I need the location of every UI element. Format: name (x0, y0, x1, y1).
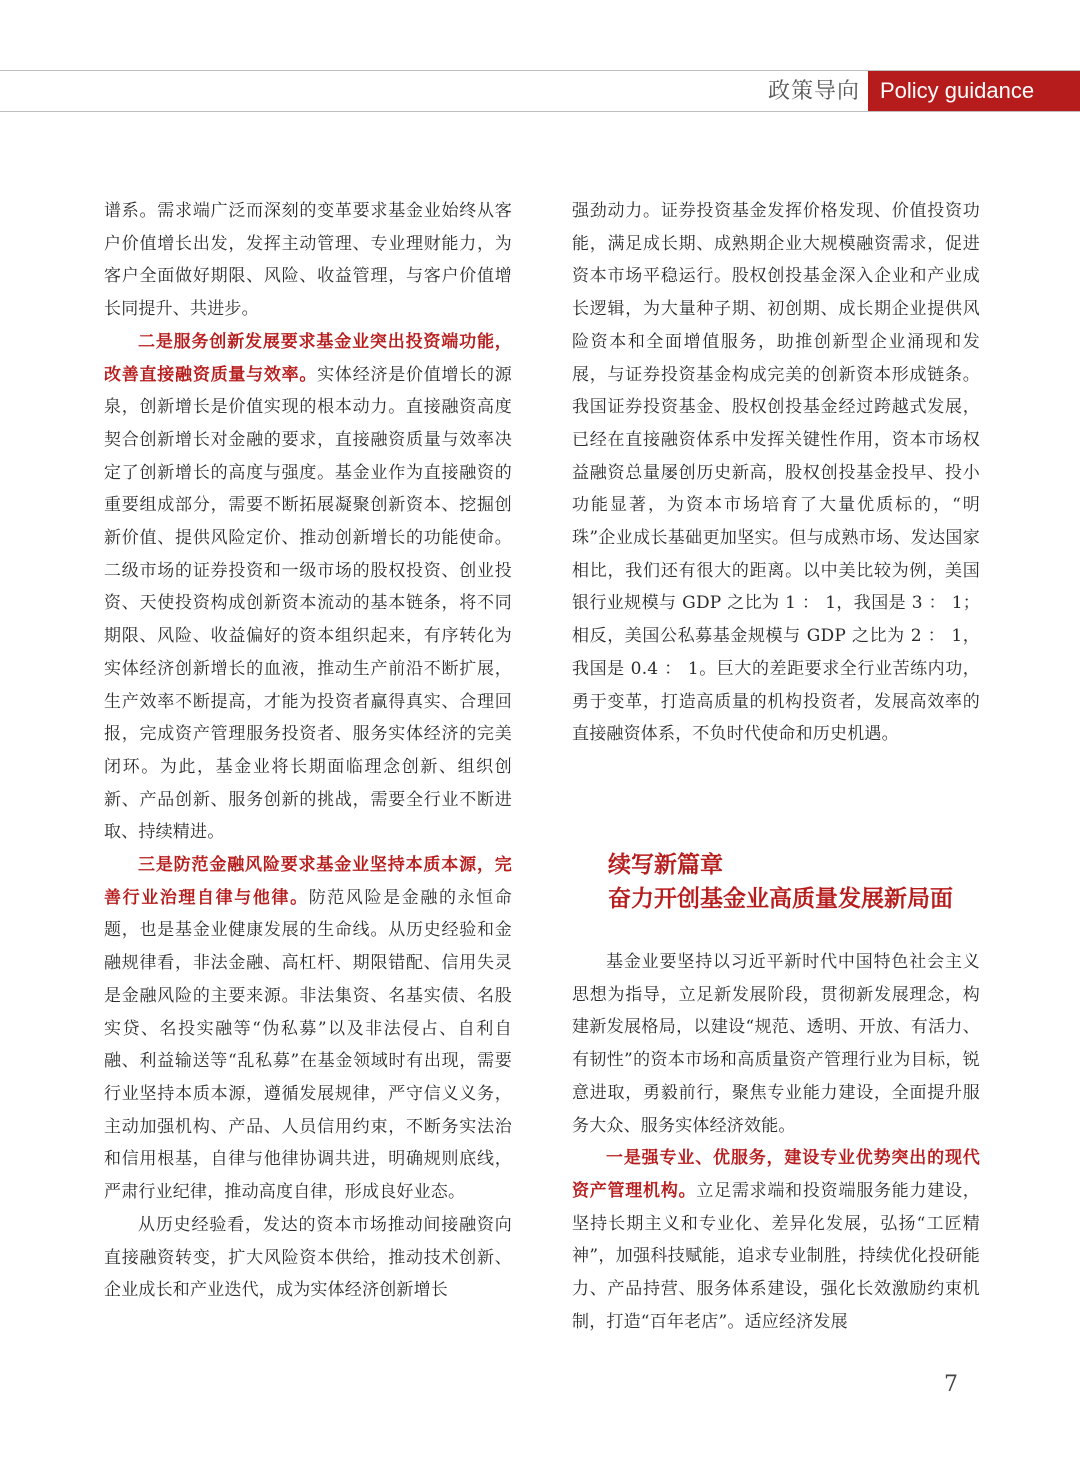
left-paragraph-3-body: 防范风险是金融的永恒命题，也是基金业健康发展的生命线。从历史经验和金融规律看，非法金融、高杠杆、期限错配、信用失灵是金融风险的主要来源。非法集资、名基实债、名股实贷、名投实融等“伪私募”以及非法侵占、自利自融、利益输送等“乱私募”在基金领域时有出现，需要行业坚持本质本源，遵循发展规律，严守信义义务，主动加强机构、产品、人员信用约束，不断务实法治和信用根基，自律与他律协调共进，明确规则底线，严肃行业纪律，推动高度自律，形成良好业态。 (104, 887, 512, 1203)
right-paragraph-3 (572, 1142, 980, 1338)
section-title-cn: 政策导向 (767, 79, 860, 104)
page-number: 7 (944, 1372, 958, 1397)
section-heading (608, 848, 1008, 916)
right-column-top (572, 195, 980, 751)
left-paragraph-2-heading: 二是服务创新发展要求基金业突出投资端功能，改善直接融资质量与效率。 (104, 331, 512, 385)
left-paragraph-4: 从历史经验看，发达的资本市场推动间接融资向直接融资转变，扩大风险资本供给，推动技术创新、企业成长和产业迭代，成为实体经济创新增长 (104, 1214, 512, 1301)
section-heading-line-2: 奋力开创基金业高质量发展新局面 (608, 886, 953, 912)
section-heading-line-1: 续写新篇章 (608, 852, 723, 878)
section-title-en: Policy guidance (868, 71, 1080, 111)
right-paragraph-1: 强劲动力。证券投资基金发挥价格发现、价值投资功能，满足成长期、成熟期企业大规模融资需求，促进资本市场平稳运行。股权创投基金深入企业和产业成长逻辑，为大量种子期、初创期、成长期企业提供风险资本和全面增值服务，助推创新型企业涌现和发展，与证券投资基金构成完美的创新资本形成链条。我国证券投资基金、股权创投基金经过跨越式发展，已经在直接融资体系中发挥关键性作用，资本市场权益融资总量屡创历史新高，股权创投基金投早、投小功能显著，为资本市场培育了大量优质标的，“明珠”企业成长基础更加坚实。但与成熟市场、发达国家相比，我们还有很大的距离。以中美比较为例，美国银行业规模与 GDP 之比为 1 ： 1，我国是 3 ： 1；相反，美国公私募基金规模与 GDP 之比为 2 ： 1，我国是 0.4 ： 1。巨大的差距要求全行业苦练内功，勇于变革，打造高质量的机构投资者，发展高效率的直接融资体系，不负时代使命和历史机遇。 (572, 201, 980, 745)
right-paragraph-3-heading: 一是强专业、优服务，建设专业优势突出的现代资产管理机构。 (572, 1148, 980, 1201)
left-paragraph-2 (104, 326, 512, 849)
left-column (104, 195, 512, 1307)
right-paragraph-2: 基金业要坚持以习近平新时代中国特色社会主义思想为指导，立足新发展阶段，贯彻新发展理念，构建新发展格局，以建设“规范、透明、开放、有活力、有韧性”的资本市场和高质量资产管理行业为目标，锐意进取，勇毅前行，聚焦专业能力建设，全面提升服务大众、服务实体经济效能。 (572, 952, 980, 1136)
left-paragraph-1: 谱系。需求端广泛而深刻的变革要求基金业始终从客户价值增长出发，发挥主动管理、专业理财能力，为客户全面做好期限、风险、收益管理，与客户价值增长同提升、共进步。 (104, 201, 512, 320)
left-paragraph-3 (104, 849, 512, 1209)
right-column-bottom (572, 946, 980, 1338)
left-paragraph-2-body: 实体经济是价值增长的源泉，创新增长是价值实现的根本动力。直接融资高度契合创新增长对金融的要求，直接融资质量与效率决定了创新增长的高度与强度。基金业作为直接融资的重要组成部分，需要不断拓展凝聚创新资本、挖掘创新价值、提供风险定价、推动创新增长的功能使命。二级市场的证券投资和一级市场的股权投资、创业投资、天使投资构成创新资本流动的基本链条，将不同期限、风险、收益偏好的资本组织起来，有序转化为实体经济创新增长的血液，推动生产前沿不断扩展，生产效率不断提高，才能为投资者赢得真实、合理回报，完成资产管理服务投资者、服务实体经济的完美闭环。为此，基金业将长期面临理念创新、组织创新、产品创新、服务创新的挑战，需要全行业不断进取、持续精进。 (104, 364, 513, 843)
left-paragraph-3-heading: 三是防范金融风险要求基金业坚持本质本源，完善行业治理自律与他律。 (104, 855, 512, 908)
right-paragraph-3-body: 立足需求端和投资端服务能力建设，坚持长期主义和专业化、差异化发展，弘扬“工匠精神”，加强科技赋能，追求专业制胜，持续优化投研能力、产品持营、服务体系建设，强化长效激励约束机制，打造“百年老店”。适应经济发展 (572, 1180, 980, 1332)
